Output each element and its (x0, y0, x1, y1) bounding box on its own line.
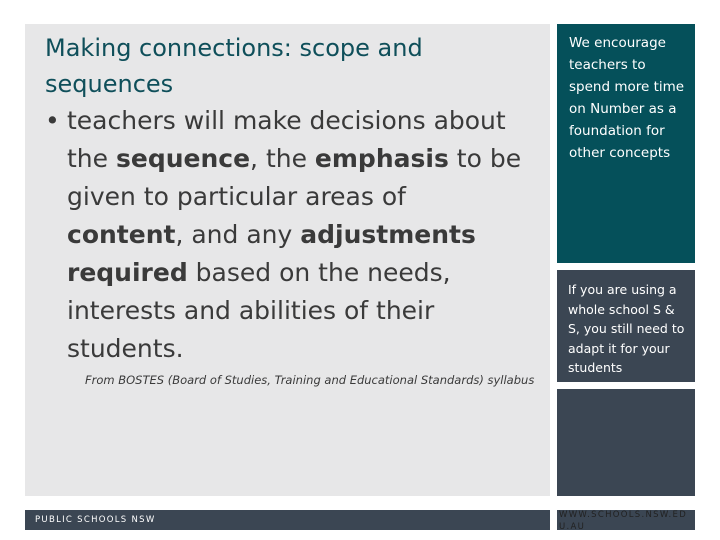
footer-url[interactable]: WWW.SCHOOLS.NSW.EDU.AU (559, 510, 688, 532)
footer-brand: PUBLIC SCHOOLS NSW (35, 515, 156, 525)
text-run: the (67, 144, 116, 173)
text-run: given to particular areas of (67, 182, 406, 211)
emphasis-sequence: sequence (115, 144, 251, 173)
bullet-icon: • (45, 106, 60, 135)
emphasis-adjustments: adjustments (300, 220, 476, 249)
text-run: , and any (175, 220, 301, 249)
bullet-line-3 (67, 178, 550, 216)
bullet-line-1 (67, 102, 550, 140)
text-run: teachers will make decisions about (67, 106, 506, 135)
slide-title (45, 30, 535, 102)
emphasis-content: content (67, 220, 176, 249)
bullet-line-5 (67, 254, 550, 292)
bullet-line-7 (67, 330, 550, 368)
bullet-line-6 (67, 292, 550, 330)
emphasis-emphasis: emphasis (314, 144, 449, 173)
text-run: to be (448, 144, 522, 173)
decorative-panel (557, 389, 695, 496)
text-run: interests and abilities of their (67, 296, 435, 325)
bullet-point (45, 102, 550, 368)
emphasis-required: required (67, 258, 188, 287)
text-run: , the (250, 144, 315, 173)
title-line-1: Making connections: scope and (45, 34, 423, 62)
text-run: based on the needs, (187, 258, 451, 287)
text-run: students. (67, 334, 184, 363)
bullet-line-4 (67, 216, 550, 254)
callout-number-foundation: We encourage teachers to spend more time on Number as a foundation for other concepts (557, 24, 695, 263)
callout-adapt-scope: If you are using a whole school S & S, you still need to adapt it for your students (557, 270, 695, 382)
content-panel (25, 24, 550, 496)
bullet-line-2 (67, 140, 550, 178)
source-citation: From BOSTES (Board of Studies, Training and Educational Standards) syllabus (85, 373, 535, 387)
title-line-2: sequences (45, 70, 174, 98)
footer-bar (25, 510, 550, 530)
